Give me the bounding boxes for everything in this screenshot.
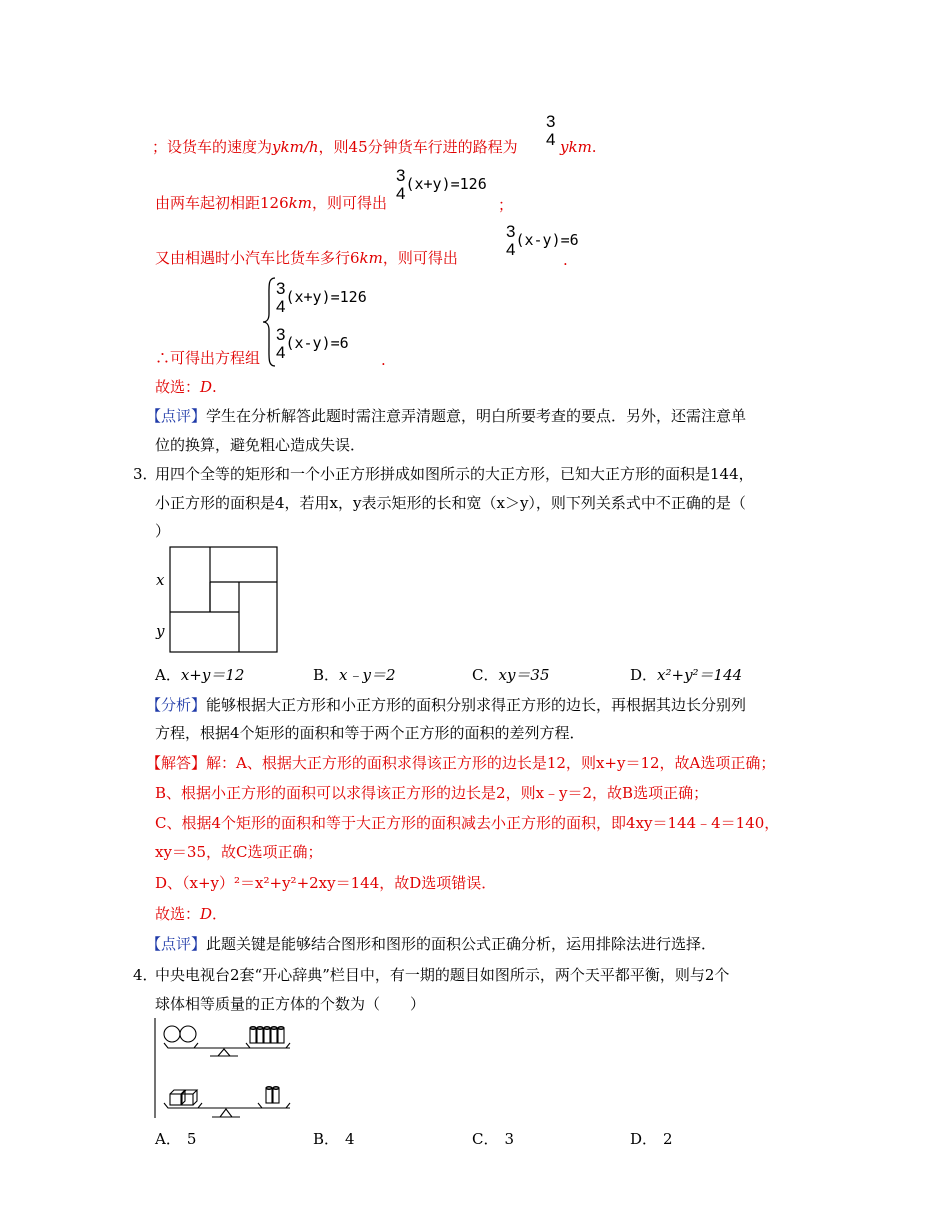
text: 又由相遇时小汽车比货车多行6 — [155, 249, 360, 267]
solution-choice — [155, 377, 217, 397]
text: 学生在分析解答此题时需注意弄清题意，明白所要考查的要点．另外，还需注意单 — [206, 407, 747, 425]
option-letter: C． — [472, 666, 499, 684]
option-letter: A． — [155, 1130, 181, 1148]
text: . — [563, 251, 568, 269]
unit: ykm — [560, 138, 592, 156]
review-tag: 【点评】 — [146, 407, 207, 425]
text: 用四个全等的矩形和一个小正方形拼成如图所示的大正方形，已知大正方形的面积是144， — [155, 465, 754, 483]
question-3-stem-3 — [155, 521, 170, 541]
fraction-3-4 — [546, 113, 555, 149]
text: C、根据4个矩形的面积和等于大正方形的面积减去小正方形的面积，即4xy＝144﹣4＝140， — [155, 814, 780, 832]
frac-num: 3 — [546, 112, 556, 131]
label-x: x — [156, 571, 165, 589]
q4-option-d[interactable] — [630, 1129, 673, 1149]
text: D、（x+y）²＝x²+y²+2xy＝144，故D选项错误． — [155, 874, 497, 892]
option-letter: B． — [313, 1130, 340, 1148]
option-text: 4 — [345, 1130, 355, 1148]
square-figure — [150, 544, 282, 656]
frac-den: 4 — [276, 343, 286, 362]
cubes-icon — [170, 1090, 197, 1105]
text: ，则可得出 — [311, 194, 387, 212]
frac-num: 3 — [276, 325, 286, 344]
option-letter: B． — [313, 666, 340, 684]
review-tag: 【点评】 — [146, 935, 207, 953]
solution-line-2 — [155, 193, 387, 213]
text: . — [381, 351, 386, 369]
answer-line-a — [146, 753, 775, 773]
review-line-1 — [146, 406, 746, 426]
answer-line-d — [155, 873, 496, 893]
unit: ykm/h — [272, 138, 319, 156]
equation-expr: (x-y)=6 — [515, 231, 579, 249]
solution-line-1-tail — [560, 137, 597, 157]
choice-letter: D — [200, 905, 213, 923]
answer-line-c2 — [155, 842, 323, 862]
solution-line-3 — [155, 248, 458, 268]
ball-icon — [164, 1026, 180, 1042]
review-line-2 — [155, 435, 365, 455]
solution-line-4-end — [381, 350, 386, 370]
solution-line-3-end — [563, 250, 568, 270]
text: 故选： — [155, 905, 201, 923]
unit: km — [359, 249, 383, 267]
text: 4． — [133, 966, 158, 984]
option-text: x﹣y＝2 — [339, 666, 396, 684]
equation-1 — [396, 167, 487, 203]
option-a[interactable] — [155, 665, 244, 685]
analysis-tag: 【分析】 — [146, 696, 207, 714]
option-letter: C． — [472, 1130, 499, 1148]
cylinders-icon — [266, 1087, 279, 1104]
text: 故选： — [155, 378, 201, 396]
option-b[interactable] — [313, 665, 396, 685]
unit: km — [288, 194, 312, 212]
option-text: 5 — [186, 1130, 197, 1148]
option-letter: A． — [155, 666, 181, 684]
analysis-line-1 — [146, 695, 746, 715]
solution-line-1 — [152, 137, 518, 157]
answer-line-b — [155, 783, 708, 803]
answer-choice — [155, 904, 227, 924]
text: 球体相等质量的正方体的个数为（ ） — [155, 995, 426, 1013]
text: xy＝35，故C选项正确； — [155, 843, 323, 861]
frac-den: 4 — [396, 184, 406, 203]
equation-expr: (x+y)=126 — [405, 175, 487, 193]
answer-tag: 【解答】 — [146, 754, 207, 772]
q4-option-c[interactable] — [472, 1129, 514, 1149]
answer-line-c1 — [155, 813, 779, 833]
question-3-stem-1 — [155, 464, 754, 484]
system-equation-1 — [276, 280, 367, 316]
frac-den: 4 — [546, 130, 556, 149]
text: 3． — [133, 465, 158, 483]
equation-expr: (x+y)=126 — [285, 288, 367, 306]
text: 位的换算，避免粗心造成失误． — [155, 436, 366, 454]
ball-icon — [180, 1026, 196, 1042]
text: 能够根据大正方形和小正方形的面积分别求得正方形的边长，再根据其边长分别列 — [206, 696, 747, 714]
question-4-stem-2 — [155, 994, 425, 1014]
equation-expr: (x-y)=6 — [285, 334, 349, 352]
q3-review — [146, 934, 716, 954]
option-text: x²+y²＝144 — [657, 666, 743, 684]
question-3-number — [133, 464, 158, 484]
option-letter: D． — [630, 666, 658, 684]
text: ；设货车的速度为 — [152, 138, 273, 156]
choice-letter: D — [200, 378, 213, 396]
option-c[interactable] — [472, 665, 550, 685]
text: ∴可得出方程组 — [155, 349, 261, 367]
text: B、根据小正方形的面积可以求得该正方形的边长是2，则x﹣y＝2，故B选项正确； — [155, 784, 709, 802]
option-text: x+y＝12 — [180, 666, 245, 684]
text: 解：A、根据大正方形的面积求得该正方形的边长是12，则x+y＝12，故A选项正确； — [206, 754, 776, 772]
question-4-stem-1 — [155, 965, 729, 985]
frac-num: 3 — [396, 166, 406, 185]
system-equation-2 — [276, 326, 349, 362]
option-letter: D． — [630, 1130, 658, 1148]
equation-2 — [506, 223, 579, 259]
text: 此题关键是能够结合图形和图形的面积公式正确分析，运用排除法进行选择． — [206, 935, 717, 953]
question-4-number — [133, 965, 158, 985]
text: 小正方形的面积是4，若用x，y表示矩形的长和宽（x＞y），则下列关系式中不正确的是（ — [155, 494, 746, 512]
text: 方程，根据4个矩形的面积和等于两个正方形的面积的差列方程． — [155, 724, 585, 742]
option-text: 2 — [663, 1130, 673, 1148]
frac-num: 3 — [506, 222, 516, 241]
analysis-line-2 — [155, 723, 585, 743]
text: ，则45分钟货车行进的路程为 — [318, 138, 518, 156]
question-3-stem-2 — [155, 493, 746, 513]
text: ； — [498, 196, 514, 214]
balance-figure — [150, 1016, 306, 1120]
text: ． — [212, 905, 228, 923]
frac-num: 3 — [276, 279, 286, 298]
q4-option-b[interactable] — [313, 1129, 355, 1149]
solution-line-2-end — [498, 195, 513, 215]
option-text: xy＝35 — [498, 666, 550, 684]
label-y: y — [156, 622, 165, 640]
text: . — [212, 378, 217, 396]
text: 中央电视台2套“开心辞典”栏目中，有一期的题目如图所示，两个天平都平衡，则与2个 — [155, 966, 730, 984]
frac-den: 4 — [506, 240, 516, 259]
text: ，则可得出 — [382, 249, 458, 267]
text: . — [591, 138, 597, 156]
solution-line-4 — [155, 348, 260, 368]
option-d[interactable] — [630, 665, 742, 685]
option-text: 3 — [504, 1130, 515, 1148]
frac-den: 4 — [276, 297, 286, 316]
text: ） — [155, 522, 171, 540]
cylinders-icon — [250, 1027, 284, 1044]
text: 由两车起初相距126 — [155, 194, 289, 212]
q4-option-a[interactable] — [155, 1129, 196, 1149]
